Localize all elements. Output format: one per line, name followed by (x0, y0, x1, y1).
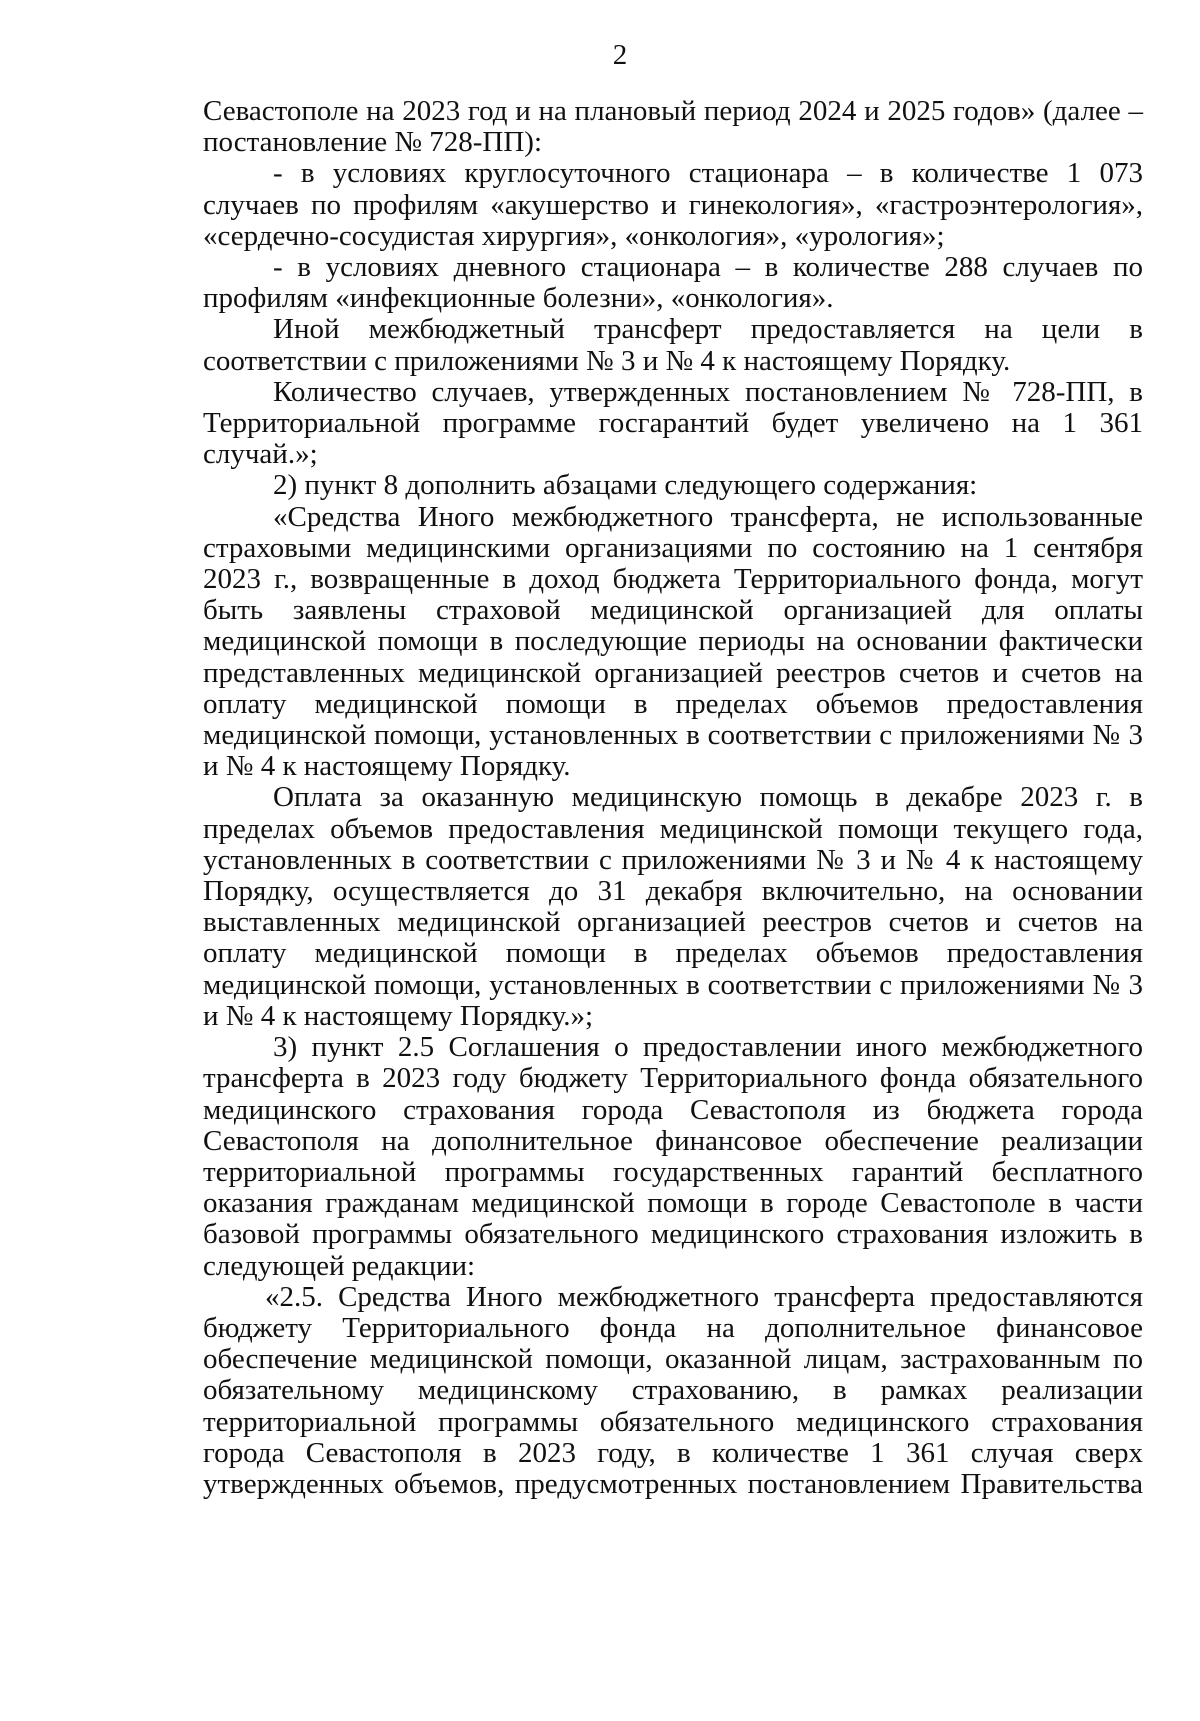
paragraph-transfer-purpose: Иной межбюджетный трансферт предоставляется на цели в соответствии с приложениями № 3 и № 4 к настоящему Порядку. (203, 313, 1143, 377)
paragraph-day-hospital: - в условиях дневного стационара – в количестве 288 случаев по профилям «инфекционные болезни», «онкология». (203, 251, 1143, 315)
paragraph-case-count: Количество случаев, утвержденных постановлением № 728-ПП, в Территориальной программе госгарантий будет увеличено на 1 361 случай.»; (203, 375, 1143, 471)
paragraph-unused-funds: «Средства Иного межбюджетного трансферта, не использованные страховыми медицинскими организациями по состоянию на 1 сентября 2023 г., возвращенные в доход бюджета Территориального фонда, могут быть заявлены страховой медицинской организацией для оплаты медицинской помощи в последующие периоды на основании фактически представленных медицинской организацией реестров счетов и счетов на оплату медицинской помощи в пределах объемов предоставления медицинской помощи, установленных в соответствии с приложениями № 3 и № 4 к настоящему Порядку. (203, 500, 1143, 783)
page-number: 2 (612, 39, 628, 71)
paragraph-continuation: Севастополе на 2023 год и на плановый период 2024 и 2025 годов» (далее – постановление № 728-ПП): (203, 95, 1143, 159)
paragraph-round-the-clock-hospital: - в условиях круглосуточного стационара – в количестве 1 073 случаев по профилям «акушерство и гинекология», «гастроэнтерология», «сердечно-сосудистая хирургия», «онкология», «урология»; (203, 157, 1143, 252)
document-body (203, 96, 1143, 1500)
paragraph-december-payment: Оплата за оказанную медицинскую помощь в декабре 2023 г. в пределах объемов предоставления медицинской помощи текущего года, установленных в соответствии с приложениями № 3 и № 4 к настоящему Порядку, осуществляется до 31 декабря включительно, на основании выставленных медицинской организацией реестров счетов и счетов на оплату медицинской помощи в пределах объемов предоставления медицинской помощи, установленных в соответствии с приложениями № 3 и № 4 к настоящему Порядку.»; (203, 781, 1143, 1032)
paragraph-clause-2-5: «2.5. Средства Иного межбюджетного трансферта предоставляются бюджету Территориального фонда на дополнительное финансовое обеспечение медицинской помощи, оказанной лицам, застрахованным по обязательному медицинскому страхованию, в рамках реализации территориальной программы обязательного медицинского страхования города Севастополя в 2023 году, в количестве 1 361 случая сверх утвержденных объемов, предусмотренных постановлением Правительства (203, 1280, 1143, 1500)
paragraph-item-2-5-agreement: 3) пункт 2.5 Соглашения о предоставлении иного межбюджетного трансферта в 2023 году бюджету Территориального фонда обязательного медицинского страхования города Севастополя из бюджета города Севастополя на дополнительное финансовое обеспечение реализации территориальной программы государственных гарантий бесплатного оказания гражданам медицинской помощи в городе Севастополе в части базовой программы обязательного медицинского страхования изложить в следующей редакции: (203, 1031, 1143, 1282)
paragraph-item-8: 2) пункт 8 дополнить абзацами следующего содержания: (273, 469, 978, 502)
